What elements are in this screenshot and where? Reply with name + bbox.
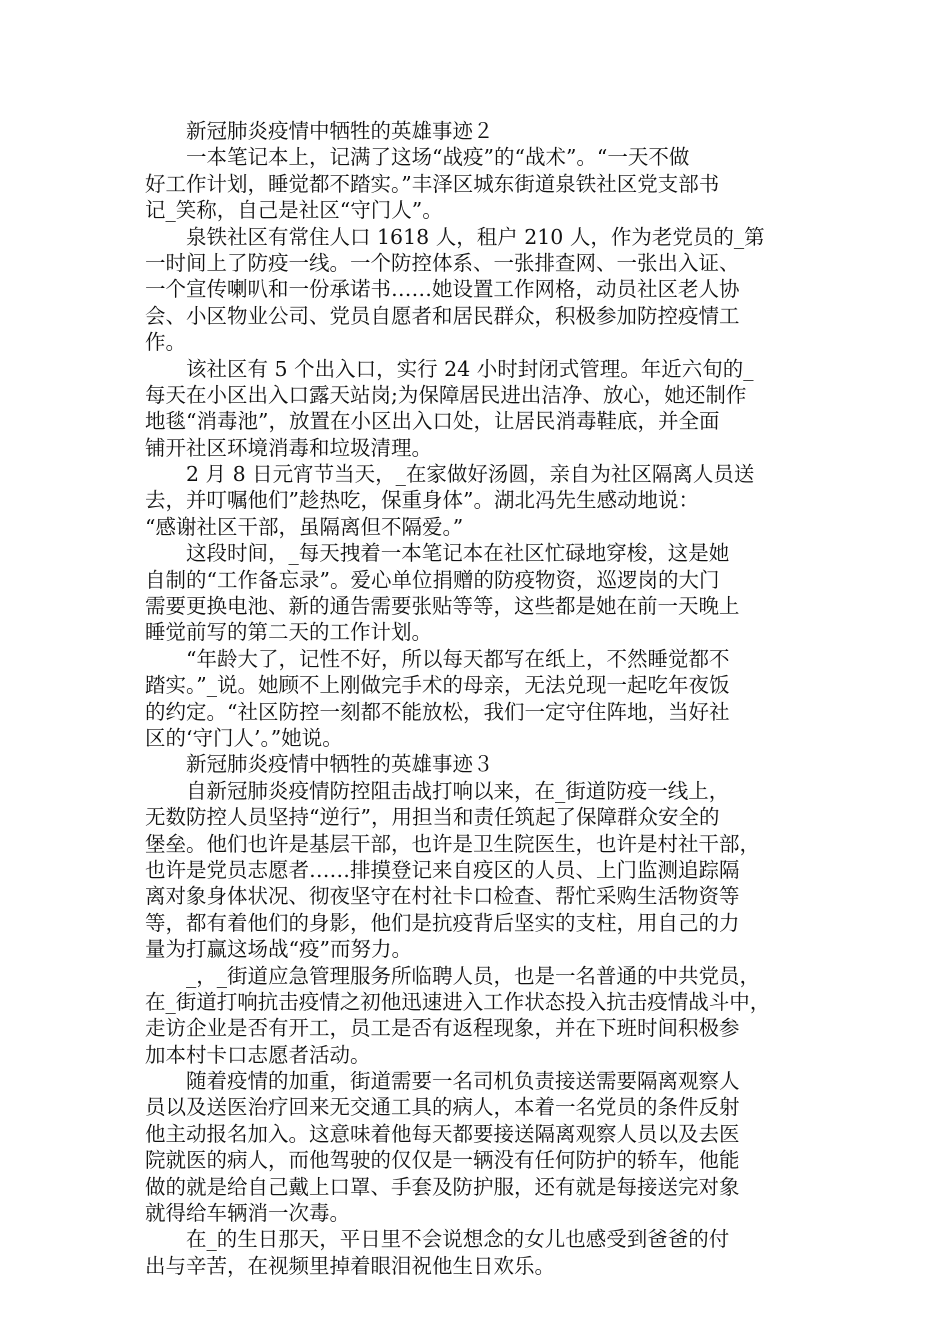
text-line: 自制的“工作备忘录”。爱心单位捐赠的防疫物资，巡逻岗的大门 [145, 567, 720, 592]
text-line: 这段时间，_每天拽着一本笔记本在社区忙碌地穿梭，这是她 [145, 541, 730, 566]
text-line: 2 月 8 日元宵节当天，_在家做好汤圆，亲自为社区隔离人员送 [145, 462, 755, 487]
text-line: 加本村卡口志愿者活动。 [145, 1042, 371, 1067]
text-line: 就得给车辆消一次毒。 [145, 1201, 350, 1226]
text-line: 走访企业是否有开工，员工是否有返程现象，并在下班时间积极参 [145, 1016, 740, 1041]
text-line: 记_笑称，自己是社区“守门人”。 [145, 198, 443, 223]
text-line: 该社区有 5 个出入口，实行 24 小时封闭式管理。年近六旬的_ [145, 356, 754, 381]
document-page [145, 118, 805, 1279]
text-line: 区的‘守门人’。”她说。 [145, 725, 343, 750]
text-line: 去，并叮嘱他们”趁热吃，保重身体”。湖北冯先生感动地说： [145, 488, 699, 513]
text-line: “感谢社区干部，虽隔离但不隔爱。” [145, 514, 464, 539]
text-line: 员以及送医治疗回来无交通工具的病人，本着一名党员的条件反射 [145, 1095, 740, 1120]
text-line: 在_的生日那天，平日里不会说想念的女儿也感受到爸爸的付 [145, 1227, 730, 1252]
text-line: 踏实。”_说。她顾不上刚做完手术的母亲，无法兑现一起吃年夜饭 [145, 673, 730, 698]
text-line: 自新冠肺炎疫情防控阻击战打响以来，在_街道防疫一线上， [145, 778, 730, 803]
text-line: 一时间上了防疫一线。一个防控体系、一张排查网、一张出入证、 [145, 250, 740, 275]
text-line: 离对象身体状况、彻夜坚守在村社卡口检查、帮忙采购生活物资等 [145, 884, 740, 909]
text-line: 在_街道打响抗击疫情之初他迅速进入工作状态投入抗击疫情战斗中， [145, 989, 771, 1014]
text-line: 新冠肺炎疫情中牺牲的英雄事迹２ [145, 119, 494, 143]
text-line: 铺开社区环境消毒和垃圾清理。 [145, 435, 432, 460]
text-line: 出与辛苦，在视频里掉着眼泪祝他生日欢乐。 [145, 1253, 555, 1278]
text-line: 一个宣传喇叭和一份承诺书……她设置工作网格，动员社区老人协 [145, 277, 740, 302]
text-line: “年龄大了，记性不好，所以每天都写在纸上，不然睡觉都不 [145, 646, 730, 671]
text-line: 睡觉前写的第二天的工作计划。 [145, 620, 432, 645]
text-line: 新冠肺炎疫情中牺牲的英雄事迹３ [145, 752, 494, 777]
text-line: 一本笔记本上，记满了这场“战疫”的“战术”。“一天不做 [145, 145, 690, 170]
text-line: 每天在小区出入口露天站岗;为保障居民进出洁净、放心，她还制作 [145, 382, 747, 407]
text-line: 做的就是给自己戴上口罩、手套及防护服，还有就是每接送完对象 [145, 1174, 740, 1199]
text-line: 会、小区物业公司、党员自愿者和居民群众，积极参加防控疫情工 [145, 303, 740, 328]
text-line: 需要更换电池、新的通告需要张贴等等，这些都是她在前一天晚上 [145, 594, 740, 619]
text-line: 堡垒。他们也许是基层干部，也许是卫生院医生，也许是村社干部， [145, 831, 760, 856]
text-line: 也许是党员志愿者……排摸登记来自疫区的人员、上门监测追踪隔 [145, 857, 740, 882]
text-line: 他主动报名加入。这意味着他每天都要接送隔离观察人员以及去医 [145, 1121, 740, 1146]
text-line: 地毯“消毒池”，放置在小区出入口处，让居民消毒鞋底，并全面 [145, 409, 720, 434]
text-line: 作。 [145, 330, 186, 355]
text-line: _，_街道应急管理服务所临聘人员，也是一名普通的中共党员， [145, 963, 760, 988]
text-line: 无数防控人员坚持“逆行”，用担当和责任筑起了保障群众安全的 [145, 805, 720, 830]
text-line: 随着疫情的加重，街道需要一名司机负责接送需要隔离观察人 [145, 1069, 740, 1094]
text-line: 的约定。“社区防控一刻都不能放松，我们一定守住阵地，当好社 [145, 699, 730, 724]
text-line: 院就医的病人，而他驾驶的仅仅是一辆没有任何防护的轿车，他能 [145, 1148, 740, 1173]
text-line: 等，都有着他们的身影，他们是抗疫背后坚实的支柱，用自己的力 [145, 910, 740, 935]
text-line: 好工作计划，睡觉都不踏实。”丰泽区城东街道泉铁社区党支部书 [145, 171, 720, 196]
text-line: 量为打赢这场战“疫”而努力。 [145, 937, 412, 962]
text-line: 泉铁社区有常住人口 1618 人，租户 210 人，作为老党员的_第 [145, 224, 765, 249]
